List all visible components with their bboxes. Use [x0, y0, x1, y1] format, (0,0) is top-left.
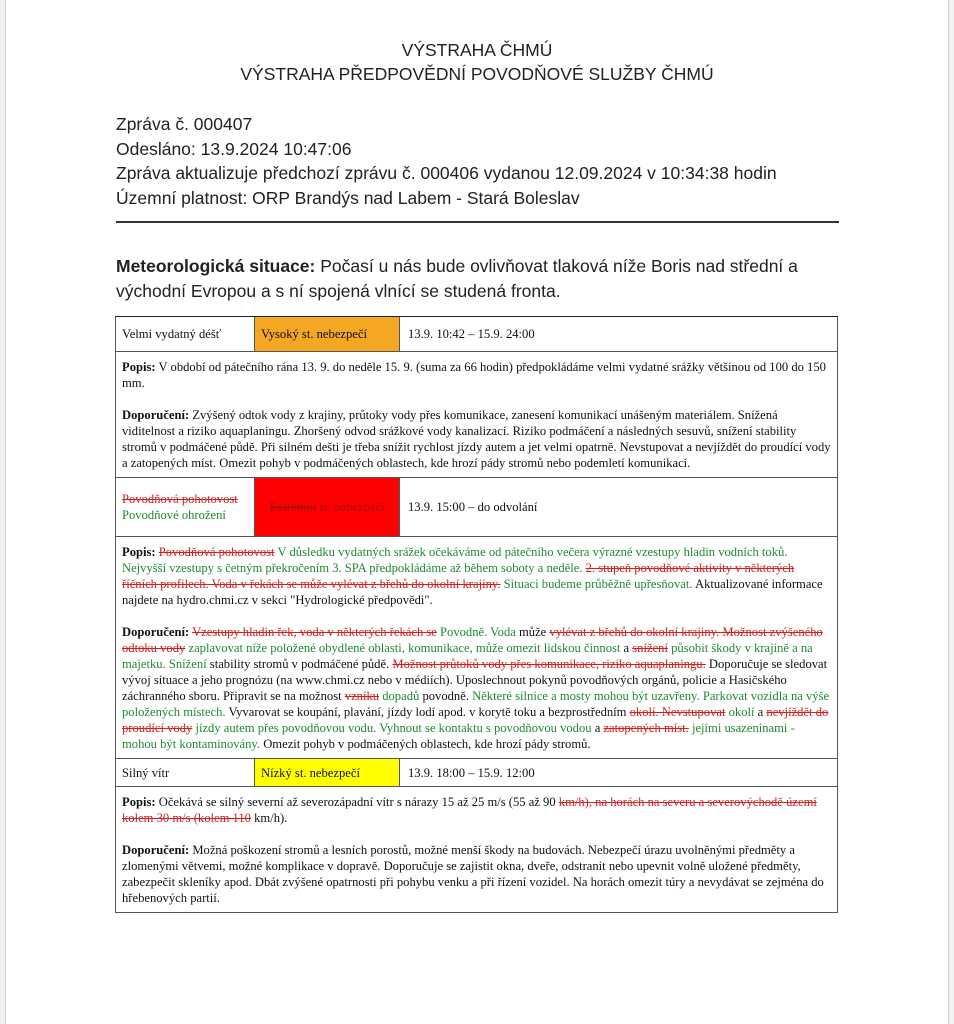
description-paragraph	[122, 352, 831, 391]
document-header	[0, 38, 954, 86]
warning-body	[116, 536, 837, 758]
update-note: Zpráva aktualizuje předchozí zprávu č. 000406 vydanou 12.09.2024 v 10:34:38 hodin	[116, 163, 777, 183]
phenomenon-inserted: Povodňové ohrožení	[122, 508, 226, 522]
severity-tail: st. nebezpečí	[316, 500, 385, 514]
inserted-text: jejími usazeninami - mohou být kontaminovány.	[122, 721, 795, 751]
text-segment: a	[620, 641, 633, 655]
description-text	[122, 795, 817, 825]
text-segment: povodně.	[419, 689, 473, 703]
text-segment: Vyvarovat se koupání, plavání, jízdy lodí apod. v korytě toku a bezprostředním	[225, 705, 630, 719]
warning-heavy-rain	[116, 317, 837, 478]
warnings-table	[115, 316, 838, 913]
severity-deleted: Extrémní	[269, 500, 317, 514]
severity-badge	[254, 759, 400, 786]
text-segment: Doporučuje se sledovat vývoj situace a jeho prognózu (na www.chmi.cz nebo v médiích). Uposlechnout pokynů povodňových orgánů, policie a Hasičského záchranného sboru. Připravit se na možnost	[122, 657, 828, 703]
deleted-text: snížení	[632, 641, 668, 655]
deleted-text: Možnost průtoků vody přes komunikace, riziko aquaplaningu.	[392, 657, 706, 671]
inserted-text: zaplavovat níže položené obydlené oblasti, komunikace, může omezit lidskou činnost	[185, 641, 621, 655]
description-text: V období od pátečního rána 13. 9. do neděle 15. 9. (suma za 66 hodin) předpokládáme velmi vydatné srážky většinou od 100 do 150 mm.	[122, 360, 826, 390]
recommendation-label: Doporučení:	[122, 843, 190, 857]
inserted-text: jízdy autem přes povodňovou vodu. Vyhnout se kontaktu s povodňovou vodou	[192, 721, 592, 735]
text-segment: Očekává se silný severní až severozápadní vítr s nárazy 15 až 25 m/s (55 až 90	[155, 795, 559, 809]
warning-body	[116, 351, 837, 477]
header-subtitle: VÝSTRAHA PŘEDPOVĚDNÍ POVODŇOVÉ SLUŽBY ČHMÚ	[240, 64, 714, 84]
recommendation-paragraph	[122, 608, 831, 752]
inserted-text: V důsledku vydatných srážek očekáváme od pátečního večera výrazné vzestupy hladin vodních toků. Nejvyšší vzestupy s četným překročením 3. SPA předpokládáme až během soboty a neděle.	[122, 545, 788, 575]
description-text	[122, 545, 823, 607]
phenomenon-label: Silný vítr	[122, 765, 170, 780]
inserted-text: okolí	[725, 705, 755, 719]
warning-header	[116, 478, 837, 536]
meteo-situation	[116, 254, 844, 304]
warning-body	[116, 786, 837, 912]
phenomenon-deleted: Povodňová pohotovost	[122, 492, 238, 506]
report-metadata	[116, 112, 777, 210]
header-title: VÝSTRAHA ČHMÚ	[401, 40, 553, 60]
text-segment: km/h).	[250, 811, 288, 825]
validity-time: 13.9. 18:00 – 15.9. 12:00	[408, 765, 535, 780]
divider	[116, 221, 839, 223]
inserted-text: Povodně. Voda	[436, 625, 516, 639]
inserted-text: působit škody v krajině a na majetku. Snížení	[122, 641, 813, 671]
validity-time: 13.9. 15:00 – do odvolání	[408, 500, 538, 514]
text-segment: a	[754, 705, 767, 719]
territorial-validity: Územní platnost: ORP Brandýs nad Labem - Stará Boleslav	[116, 187, 580, 208]
deleted-text: nevjíždět do proudící vody	[122, 705, 829, 735]
description-label: Popis:	[122, 360, 156, 374]
deleted-text: Vzestupy hladin řek, voda v některých řekách se	[192, 625, 437, 639]
deleted-text: vylévat z břehů do okolní krajiny. Možnost zvýšeného odtoku vody	[122, 625, 823, 655]
meteo-text: Počasí u nás bude ovlivňovat tlaková níže Boris nad střední a východní Evropou a s ní spojená vlnící se studená fronta.	[116, 256, 798, 301]
warning-flood	[116, 478, 837, 759]
deleted-text: zatopených míst.	[603, 721, 689, 735]
recommendation-label: Doporučení:	[122, 408, 190, 422]
report-number: Zpráva č. 000407	[116, 114, 253, 134]
recommendation-text	[122, 625, 829, 751]
text-segment: stability stromů v podmáčené půdě.	[206, 657, 393, 671]
deleted-text: km/h), na horách na severu a severovýchodě území kolem 30 m/s (kolem 110	[122, 795, 817, 825]
severity-badge	[254, 317, 400, 351]
inserted-text: Situaci budeme průběžně upřesňovat.	[500, 577, 693, 591]
recommendation-label: Doporučení:	[122, 625, 190, 639]
text-segment: Omezit pohyb v podmáčených oblastech, kde hrozí pády stromů.	[260, 737, 591, 751]
inserted-text: Některé silnice a mosty mohou být uzavřeny. Parkovat vozidla na výše položených místech.	[122, 689, 830, 719]
severity-label: Vysoký st. nebezpečí	[261, 327, 367, 341]
recommendation-paragraph	[122, 391, 831, 471]
warning-strong-wind	[116, 759, 837, 912]
deleted-text: 2. stupeň povodňové aktivity v některých říčních profilech. Voda v řekách se může vylévat z břehů do okolní krajiny.	[122, 561, 795, 591]
warning-header	[116, 317, 837, 351]
recommendation-text: Zvýšený odtok vody z krajiny, průtoky vody přes komunikace, zanesení komunikací unášeným materiálem. Snížená viditelnost a riziko aquaplaningu. Zhoršený odvod srážkové vody kanalizací. Riziko podmáčení a následných sesuvů, snížení stability stromů v podmáčené půdě. Při silném dešti je třeba snížit rychlost jízdy autem a jet velmi opatrně. Nevstupovat a nevjíždět do proudící vody a zatopených míst. Omezit pohyb v podmáčených oblastech, kde hrozí pády stromů nebo podemletí komunikací.	[122, 408, 831, 470]
phenomenon-label	[116, 491, 254, 523]
recommendation-paragraph	[122, 826, 831, 906]
inserted-text: dopadů	[379, 689, 420, 703]
deleted-text: Povodňová pohotovost	[158, 545, 275, 559]
severity-badge	[254, 478, 400, 536]
severity-label: Nízký st. nebezpečí	[261, 765, 360, 780]
meteo-label: Meteorologická situace:	[116, 256, 316, 276]
deleted-text: okolí. Nevstupovat	[629, 705, 726, 719]
warning-header	[116, 759, 837, 786]
text-segment: Aktualizované informace najdete na hydro.chmi.cz v sekci "Hydrologické předpovědi".	[122, 577, 823, 607]
description-paragraph	[122, 537, 831, 608]
validity-time: 13.9. 10:42 – 15.9. 24:00	[408, 327, 535, 341]
description-label: Popis:	[122, 795, 156, 809]
text-segment: může	[515, 625, 550, 639]
sent-timestamp: Odesláno: 13.9.2024 10:47:06	[116, 138, 352, 159]
description-label: Popis:	[122, 545, 156, 559]
deleted-text: vzniku	[344, 689, 380, 703]
description-paragraph	[122, 787, 831, 826]
phenomenon-label: Velmi vydatný déšť	[122, 327, 222, 341]
text-segment: a	[591, 721, 604, 735]
recommendation-text: Možná poškození stromů a lesních porostů, možné menší škody na budovách. Nebezpečí úrazu uvolněnými předměty a zlomenými větvemi, možné komplikace v dopravě. Doporučuje se zajistit okna, dveře, odstranit nebo upevnit volně uložené předměty, zabezpečit skleníky apod. Dbát zvýšené opatrnosti při pohybu venku a při řízení vozidel. Na horách omezit túry a nevydávat se zejména do hřebenových partií.	[122, 843, 824, 905]
